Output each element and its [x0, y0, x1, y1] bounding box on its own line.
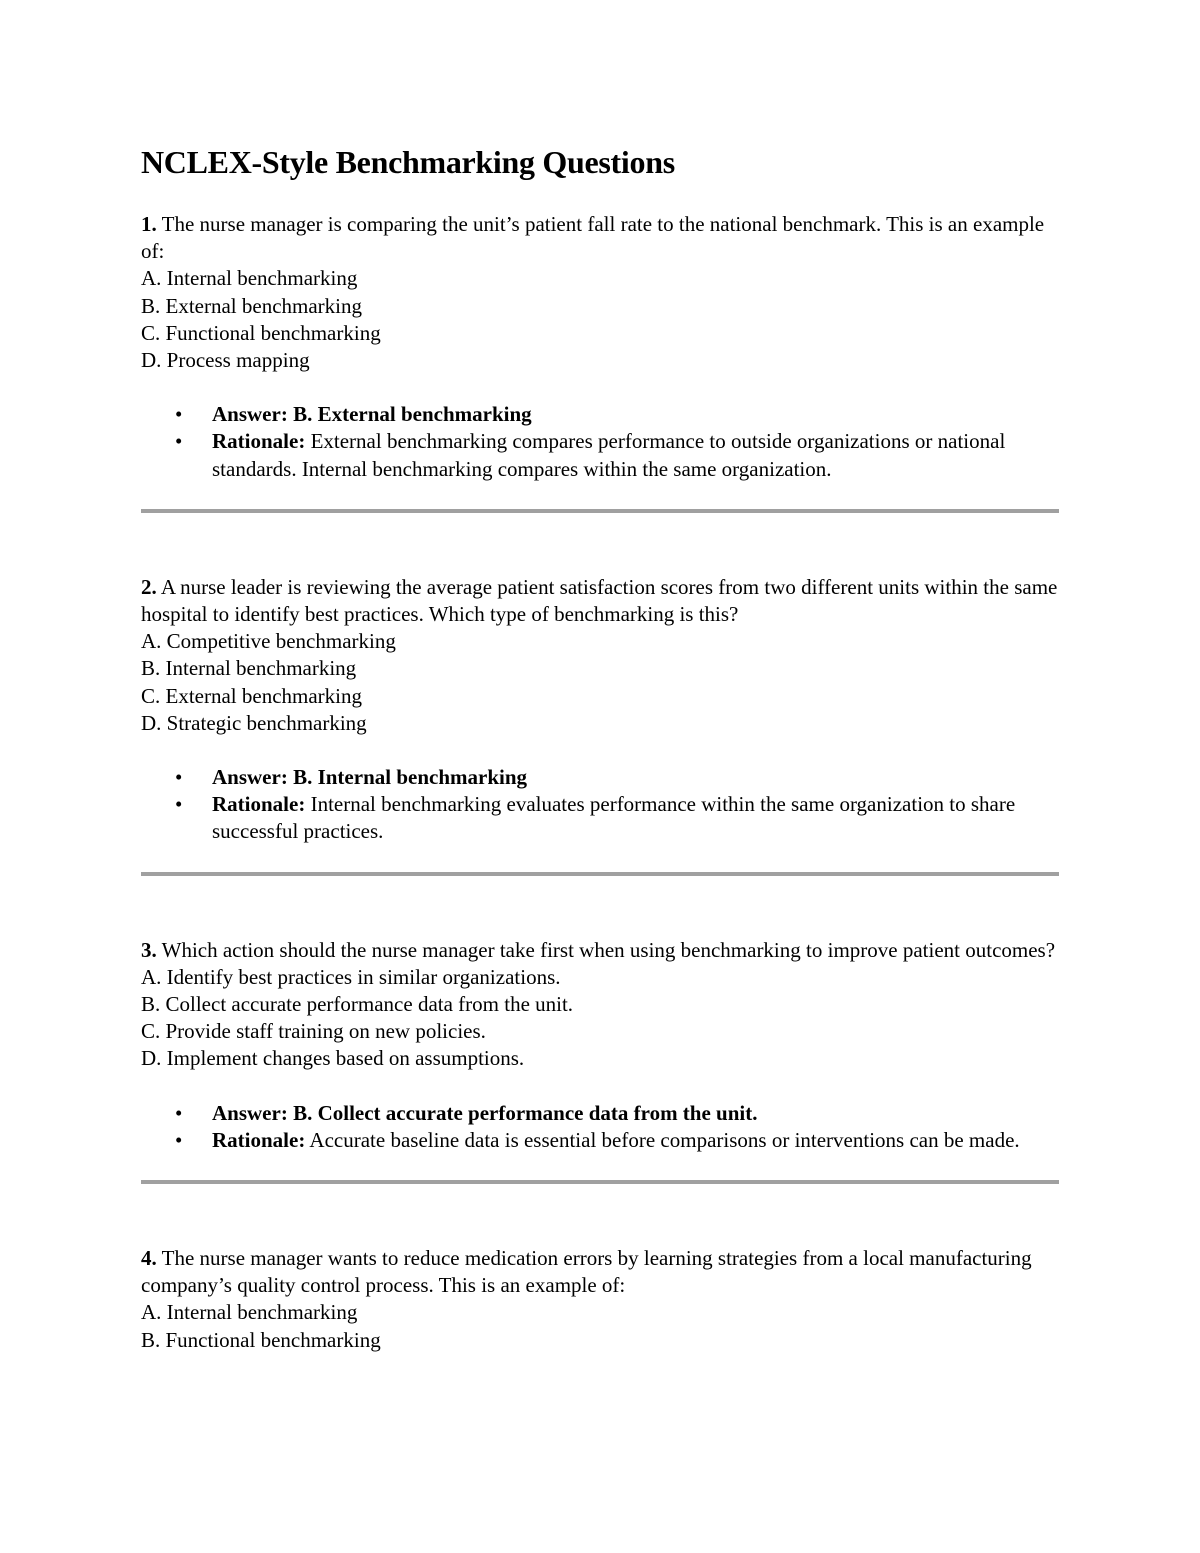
- question-text: The nurse manager wants to reduce medication errors by learning strategies from a local manufacturing company’s quality control process. This is an example of:: [141, 1246, 1032, 1298]
- option-a: A. Identify best practices in similar organizations.: [141, 964, 561, 989]
- answer-item: [141, 764, 1061, 791]
- rationale-text: Accurate baseline data is essential before comparisons or interventions can be made.: [309, 1127, 1020, 1152]
- question-2: [141, 574, 1061, 846]
- question-stem: [141, 211, 1061, 265]
- question-1: [141, 211, 1061, 483]
- rationale-label: Rationale:: [212, 792, 306, 817]
- answer-options: [141, 1299, 1061, 1353]
- answer-text: B. External benchmarking: [293, 402, 532, 427]
- answer-label: Answer:: [212, 765, 288, 790]
- answer-options: [141, 265, 1061, 374]
- option-a: A. Internal benchmarking: [141, 266, 358, 291]
- answer-rationale-list: [141, 401, 1061, 483]
- option-d: D. Implement changes based on assumptions.: [141, 1046, 525, 1071]
- answer-rationale-list: [141, 764, 1061, 846]
- answer-text: B. Collect accurate performance data from the unit.: [293, 1100, 758, 1125]
- bullet-icon: •: [175, 765, 183, 790]
- answer-options: [141, 628, 1061, 737]
- rationale-item: [141, 428, 1061, 482]
- question-number: 2.: [141, 574, 157, 599]
- question-number: 1.: [141, 212, 157, 236]
- section-divider: [141, 1180, 1059, 1184]
- question-stem: [141, 574, 1061, 628]
- question-3: [141, 937, 1061, 1154]
- option-d: D. Strategic benchmarking: [141, 710, 367, 735]
- question-stem: [141, 937, 1061, 964]
- rationale-label: Rationale:: [212, 429, 306, 454]
- bullet-icon: •: [175, 792, 183, 817]
- rationale-label: Rationale:: [212, 1127, 306, 1152]
- answer-item: [141, 1100, 1061, 1127]
- section-divider: [141, 872, 1059, 876]
- option-c: C. Functional benchmarking: [141, 320, 381, 345]
- question-4: [141, 1245, 1061, 1354]
- question-number: 4.: [141, 1246, 157, 1271]
- question-text: The nurse manager is comparing the unit’s patient fall rate to the national benchmark. This is an example of:: [141, 212, 1045, 264]
- question-number: 3.: [141, 937, 157, 962]
- rationale-text: External benchmarking compares performance to outside organizations or national standards. Internal benchmarking compares within the same organization.: [212, 429, 1006, 481]
- option-b: B. Functional benchmarking: [141, 1327, 381, 1352]
- option-b: B. External benchmarking: [141, 293, 363, 318]
- rationale-text: Internal benchmarking evaluates performance within the same organization to share successful practices.: [212, 792, 1016, 844]
- bullet-icon: •: [175, 402, 183, 427]
- question-text: Which action should the nurse manager take first when using benchmarking to improve patient outcomes?: [161, 937, 1056, 962]
- rationale-item: [141, 791, 1061, 845]
- answer-rationale-list: [141, 1100, 1061, 1154]
- answer-label: Answer:: [212, 1100, 288, 1125]
- bullet-icon: •: [175, 429, 183, 454]
- option-d: D. Process mapping: [141, 348, 310, 373]
- question-text: A nurse leader is reviewing the average patient satisfaction scores from two different units within the same hospital to identify best practices. Which type of benchmarking is this?: [141, 574, 1058, 627]
- option-c: C. External benchmarking: [141, 683, 363, 708]
- option-c: C. Provide staff training on new policies.: [141, 1019, 486, 1044]
- rationale-item: [141, 1127, 1061, 1154]
- option-b: B. Collect accurate performance data from the unit.: [141, 992, 574, 1017]
- answer-label: Answer:: [212, 402, 288, 427]
- document-content: [141, 140, 1061, 1354]
- option-b: B. Internal benchmarking: [141, 656, 357, 681]
- page-title: NCLEX-Style Benchmarking Questions: [141, 144, 675, 180]
- answer-options: [141, 964, 1061, 1073]
- section-divider: [141, 509, 1059, 513]
- answer-text: B. Internal benchmarking: [293, 765, 528, 790]
- option-a: A. Internal benchmarking: [141, 1300, 358, 1325]
- question-stem: [141, 1245, 1061, 1299]
- answer-item: [141, 401, 1061, 428]
- bullet-icon: •: [175, 1127, 183, 1152]
- bullet-icon: •: [175, 1100, 183, 1125]
- option-a: A. Competitive benchmarking: [141, 629, 396, 654]
